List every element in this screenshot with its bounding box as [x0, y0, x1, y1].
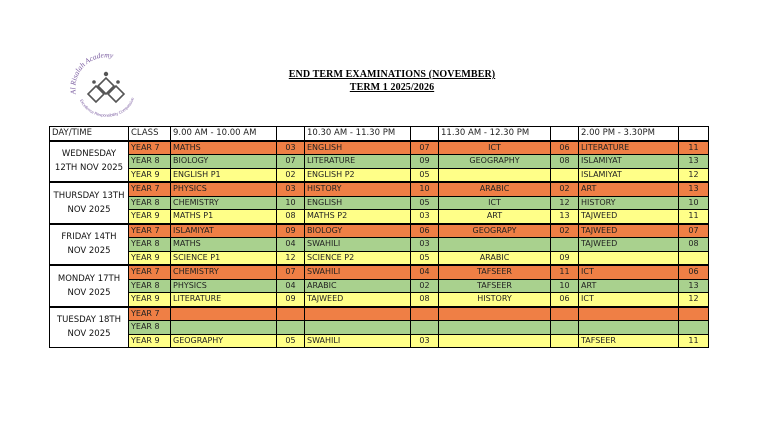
day-label: FRIDAY 14TH NOV 2025 — [50, 224, 129, 266]
subject-cell: SWAHILI — [305, 265, 411, 279]
code-cell: 06 — [551, 141, 579, 155]
table-row — [50, 155, 709, 169]
subject-cell: ICT — [439, 196, 551, 210]
code-cell — [277, 321, 305, 335]
subject-cell: ARABIC — [439, 251, 551, 265]
class-cell: YEAR 9 — [129, 210, 171, 224]
subject-cell: MATHS P2 — [305, 210, 411, 224]
code-cell: 02 — [411, 279, 439, 293]
subject-cell: HISTORY — [579, 196, 679, 210]
subject-cell: MATHS — [171, 141, 277, 155]
code-cell: 06 — [679, 265, 709, 279]
table-row — [50, 182, 709, 196]
subject-cell: BIOLOGY — [171, 155, 277, 169]
code-cell — [551, 307, 579, 321]
day-label: THURSDAY 13TH NOV 2025 — [50, 182, 129, 224]
exam-timetable — [49, 126, 709, 348]
subject-cell: ART — [439, 210, 551, 224]
code-cell: 05 — [411, 168, 439, 182]
code-cell: 11 — [679, 141, 709, 155]
logo-motto: Excellence Responsibility Compassion — [79, 96, 135, 118]
class-cell: YEAR 7 — [129, 265, 171, 279]
code-cell: 08 — [277, 210, 305, 224]
class-cell: YEAR 7 — [129, 307, 171, 321]
subject-cell: ISLAMIYAT — [579, 155, 679, 169]
code-cell — [551, 334, 579, 348]
subject-cell: TAJWEED — [579, 224, 679, 238]
subject-cell — [305, 307, 411, 321]
header-slot4: 2.00 PM - 3.30PM — [579, 127, 679, 141]
subject-cell: TAFSEER — [439, 265, 551, 279]
subject-cell — [171, 321, 277, 335]
subject-cell: TAFSEER — [579, 334, 679, 348]
table-row — [50, 141, 709, 155]
subject-cell: PHYSICS — [171, 182, 277, 196]
subject-cell: ARABIC — [439, 182, 551, 196]
code-cell: 08 — [411, 293, 439, 307]
subject-cell: SCIENCE P1 — [171, 251, 277, 265]
class-cell: YEAR 7 — [129, 224, 171, 238]
code-cell: 13 — [679, 155, 709, 169]
code-cell — [679, 321, 709, 335]
subject-cell — [579, 251, 679, 265]
code-cell: 03 — [411, 238, 439, 252]
code-cell: 04 — [277, 279, 305, 293]
subject-cell: LITERATURE — [579, 141, 679, 155]
header-day: DAY/TIME — [50, 127, 129, 141]
code-cell: 05 — [411, 196, 439, 210]
code-cell: 06 — [551, 293, 579, 307]
code-cell: 09 — [551, 251, 579, 265]
code-cell: 12 — [277, 251, 305, 265]
table-row — [50, 168, 709, 182]
code-cell: 13 — [551, 210, 579, 224]
logo-text: Al Risalah Academy — [68, 50, 115, 95]
code-cell: 05 — [411, 251, 439, 265]
document-subtitle: TERM 1 2025/2026 — [349, 82, 435, 93]
class-cell: YEAR 8 — [129, 196, 171, 210]
table-row — [50, 196, 709, 210]
class-cell: YEAR 9 — [129, 293, 171, 307]
subject-cell: ART — [579, 182, 679, 196]
code-cell: 03 — [277, 182, 305, 196]
code-cell — [277, 307, 305, 321]
code-cell — [551, 168, 579, 182]
subject-cell: CHEMISTRY — [171, 265, 277, 279]
code-cell: 12 — [679, 168, 709, 182]
subject-cell — [579, 321, 679, 335]
class-cell: YEAR 8 — [129, 279, 171, 293]
code-cell: 11 — [679, 210, 709, 224]
code-cell: 02 — [551, 182, 579, 196]
code-cell: 10 — [411, 182, 439, 196]
subject-cell: TAFSEER — [439, 279, 551, 293]
code-cell: 10 — [679, 196, 709, 210]
subject-cell — [439, 307, 551, 321]
subject-cell: ICT — [579, 293, 679, 307]
day-label: TUESDAY 18TH NOV 2025 — [50, 307, 129, 348]
class-cell: YEAR 9 — [129, 168, 171, 182]
subject-cell — [439, 334, 551, 348]
code-cell — [679, 307, 709, 321]
subject-cell: LITERATURE — [305, 155, 411, 169]
code-cell: 05 — [277, 334, 305, 348]
code-cell — [411, 307, 439, 321]
code-cell: 13 — [679, 279, 709, 293]
subject-cell: MATHS P1 — [171, 210, 277, 224]
subject-cell: ISLAMIYAT — [171, 224, 277, 238]
code-cell: 03 — [277, 141, 305, 155]
subject-cell: HISTORY — [305, 182, 411, 196]
code-cell: 07 — [277, 155, 305, 169]
class-cell: YEAR 7 — [129, 141, 171, 155]
header-class: CLASS — [129, 127, 171, 141]
table-row — [50, 334, 709, 348]
subject-cell — [439, 168, 551, 182]
code-cell: 11 — [551, 265, 579, 279]
subject-cell: TAJWEED — [305, 293, 411, 307]
subject-cell: ART — [579, 279, 679, 293]
subject-cell: ICT — [439, 141, 551, 155]
class-cell: YEAR 8 — [129, 321, 171, 335]
code-cell — [679, 251, 709, 265]
document-title: END TERM EXAMINATIONS (NOVEMBER) — [288, 69, 496, 80]
code-cell: 10 — [551, 279, 579, 293]
header-row — [50, 127, 709, 141]
subject-cell: ENGLISH P2 — [305, 168, 411, 182]
table-row — [50, 307, 709, 321]
subject-cell: GEOGRAPHY — [439, 155, 551, 169]
table-row — [50, 293, 709, 307]
table-row — [50, 321, 709, 335]
code-cell — [411, 321, 439, 335]
subject-cell: CHEMISTRY — [171, 196, 277, 210]
class-cell: YEAR 7 — [129, 182, 171, 196]
code-cell: 11 — [679, 334, 709, 348]
header-slot1: 9.00 AM - 10.00 AM — [171, 127, 277, 141]
subject-cell: SWAHILI — [305, 334, 411, 348]
code-cell: 06 — [411, 224, 439, 238]
subject-cell: SCIENCE P2 — [305, 251, 411, 265]
subject-cell — [579, 307, 679, 321]
code-cell: 04 — [277, 238, 305, 252]
class-cell: YEAR 9 — [129, 251, 171, 265]
code-cell: 09 — [411, 155, 439, 169]
subject-cell: GEOGRAPHY — [171, 334, 277, 348]
code-cell — [551, 321, 579, 335]
header-slot3: 11.30 AM - 12.30 PM — [439, 127, 551, 141]
code-cell: 02 — [277, 168, 305, 182]
table-row — [50, 210, 709, 224]
subject-cell: GEOGRAPY — [439, 224, 551, 238]
subject-cell: LITERATURE — [171, 293, 277, 307]
subject-cell: ENGLISH — [305, 196, 411, 210]
code-cell: 04 — [411, 265, 439, 279]
subject-cell: TAJWEED — [579, 238, 679, 252]
code-cell: 13 — [679, 182, 709, 196]
subject-cell — [439, 321, 551, 335]
subject-cell: ARABIC — [305, 279, 411, 293]
subject-cell — [439, 238, 551, 252]
subject-cell — [305, 321, 411, 335]
code-cell — [551, 238, 579, 252]
code-cell: 07 — [277, 265, 305, 279]
code-cell: 10 — [277, 196, 305, 210]
table-row — [50, 265, 709, 279]
header-slot2: 10.30 AM - 11.30 PM — [305, 127, 411, 141]
code-cell: 03 — [411, 334, 439, 348]
subject-cell: ICT — [579, 265, 679, 279]
code-cell: 08 — [679, 238, 709, 252]
code-cell: 07 — [679, 224, 709, 238]
code-cell: 07 — [411, 141, 439, 155]
subject-cell: MATHS — [171, 238, 277, 252]
subject-cell: ISLAMIYAT — [579, 168, 679, 182]
table-row — [50, 279, 709, 293]
subject-cell: ENGLISH — [305, 141, 411, 155]
svg-text:Excellence Responsibility Co — [79, 97, 135, 118]
code-cell: 09 — [277, 293, 305, 307]
subject-cell — [171, 307, 277, 321]
code-cell: 12 — [551, 196, 579, 210]
table-row — [50, 251, 709, 265]
subject-cell: SWAHILI — [305, 238, 411, 252]
code-cell: 12 — [679, 293, 709, 307]
subject-cell: PHYSICS — [171, 279, 277, 293]
code-cell: 08 — [551, 155, 579, 169]
class-cell: YEAR 8 — [129, 238, 171, 252]
class-cell: YEAR 9 — [129, 334, 171, 348]
table-row — [50, 224, 709, 238]
day-label: MONDAY 17TH NOV 2025 — [50, 265, 129, 307]
subject-cell: HISTORY — [439, 293, 551, 307]
code-cell: 09 — [277, 224, 305, 238]
day-label: WEDNESDAY 12TH NOV 2025 — [50, 141, 129, 183]
class-cell: YEAR 8 — [129, 155, 171, 169]
subject-cell: ENGLISH P1 — [171, 168, 277, 182]
subject-cell: TAJWEED — [579, 210, 679, 224]
code-cell: 03 — [411, 210, 439, 224]
table-row — [50, 238, 709, 252]
code-cell: 02 — [551, 224, 579, 238]
subject-cell: BIOLOGY — [305, 224, 411, 238]
